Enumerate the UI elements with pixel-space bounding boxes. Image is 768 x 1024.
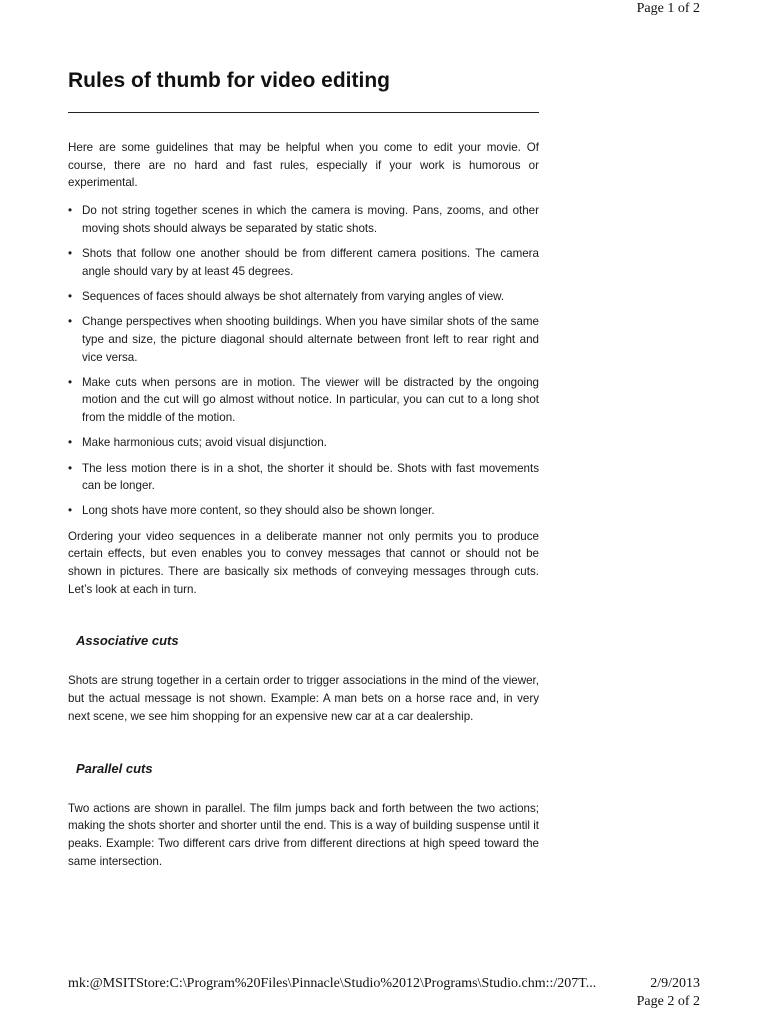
bullet-icon: •	[68, 247, 73, 261]
intro-paragraph: Here are some guidelines that may be helpful when you come to edit your movie. Of course, there are no hard and fast rules, especially if your work is humorous or experimental.	[68, 141, 539, 190]
document-body	[68, 139, 539, 870]
section-paragraph-parallel-cuts: Two actions are shown in parallel. The film jumps back and forth between the two actions; making the shots shorter and shorter until the end. This is a way of building suspense until it peaks. Example: Two different cars drive from different directions at high speed toward the same intersection.	[68, 801, 539, 868]
footer-date: 2/9/2013	[650, 976, 700, 991]
section-heading-parallel-cuts: Parallel cuts	[76, 760, 153, 776]
document-title: Rules of thumb for video editing	[68, 69, 390, 92]
bullet-icon: •	[68, 204, 73, 218]
list-item-text: The less motion there is in a shot, the shorter it should be. Shots with fast movements can be longer.	[82, 461, 539, 493]
bullet-icon: •	[68, 315, 73, 329]
list-item-text: Do not string together scenes in which the camera is moving. Pans, zooms, and other moving shots should always be separated by static shots.	[82, 204, 539, 235]
bullet-icon: •	[68, 504, 73, 518]
list-item	[68, 460, 539, 495]
outro-paragraph: Ordering your video sequences in a deliberate manner not only permits you to produce certain effects, but even enables you to convey messages that cannot or should not be shown in pictures. There are basically six methods of conveying messages through cuts. Let’s look at each in turn.	[68, 529, 539, 596]
bullet-icon: •	[68, 289, 73, 303]
list-item-text: Sequences of faces should always be shot alternately from varying angles of view.	[82, 289, 505, 303]
bullet-icon: •	[68, 461, 73, 475]
page-number-bottom: Page 2 of 2	[636, 994, 700, 1009]
guidelines-list	[68, 202, 539, 520]
title-divider	[68, 112, 539, 113]
list-item	[68, 202, 539, 237]
list-item	[68, 245, 539, 280]
list-item-text: Shots that follow one another should be from different camera positions. The camera angle should vary by at least 45 degrees.	[82, 247, 539, 278]
list-item	[68, 502, 539, 520]
list-item	[68, 374, 539, 427]
list-item-text: Long shots have more content, so they should also be shown longer.	[82, 504, 435, 518]
list-item	[68, 313, 539, 366]
list-item-text: Change perspectives when shooting buildings. When you have similar shots of the same type and size, the picture diagonal should alternate between front left to rear right and vice versa.	[82, 315, 539, 364]
page-number-top: Page 1 of 2	[636, 1, 700, 16]
bullet-icon: •	[68, 436, 73, 450]
section-paragraph-associative-cuts: Shots are strung together in a certain order to trigger associations in the mind of the viewer, but the actual message is not shown. Example: A man bets on a horse race and, in very next scene, we see him shopping for an expensive new car at a car dealership.	[68, 674, 539, 723]
list-item	[68, 434, 539, 452]
section-heading-associative-cuts: Associative cuts	[76, 633, 179, 649]
bullet-icon: •	[68, 375, 73, 389]
footer-source-path: mk:@MSITStore:C:\Program%20Files\Pinnacle\Studio%2012\Programs\Studio.chm::/207T...	[68, 976, 597, 991]
list-item	[68, 288, 539, 306]
list-item-text: Make cuts when persons are in motion. The viewer will be distracted by the ongoing motion and the cut will go almost without notice. In particular, you can cut to a long shot from the middle of the motion.	[82, 375, 539, 425]
list-item-text: Make harmonious cuts; avoid visual disjunction.	[82, 436, 327, 450]
